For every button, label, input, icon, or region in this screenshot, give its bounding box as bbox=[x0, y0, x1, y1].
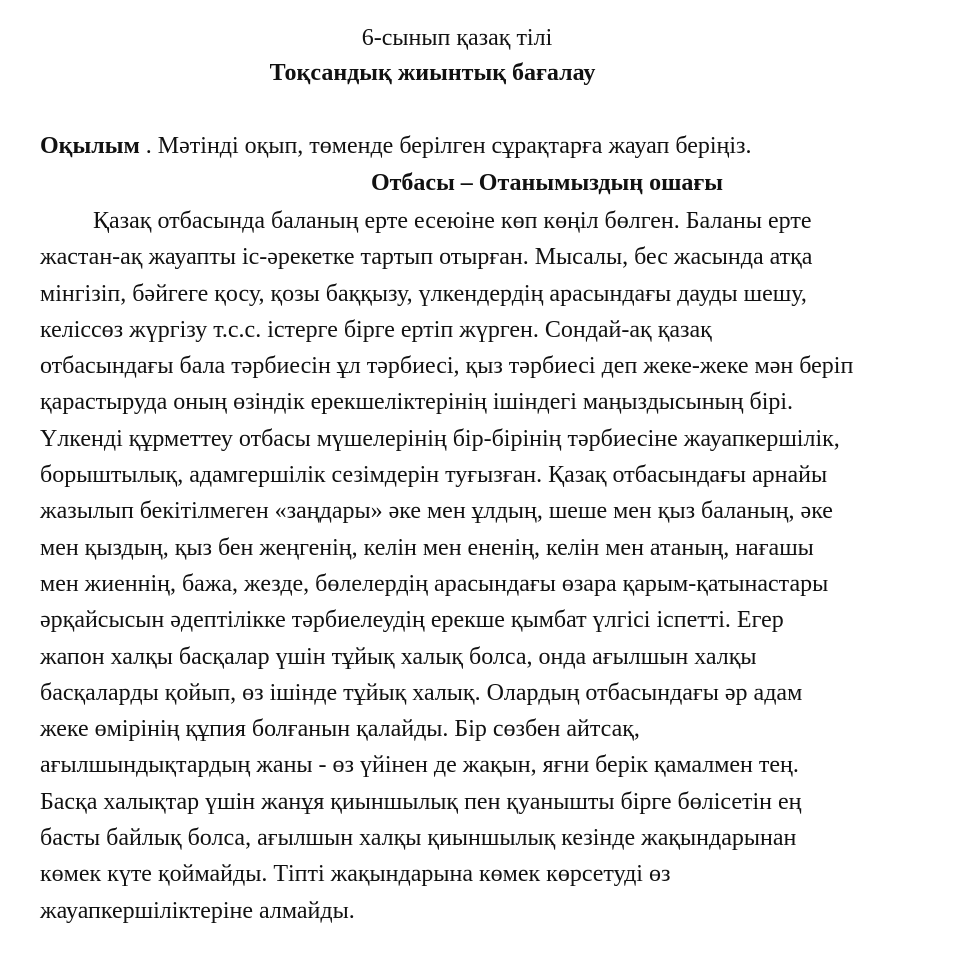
text-line: басқаларды қойып, өз ішінде тұйық халық. Олардың отбасындағы әр адам bbox=[40, 679, 803, 706]
text-line: Қазақ отбасында баланың ерте есеюіне көп көңіл бөлген. Баланы ерте bbox=[93, 208, 812, 234]
text-line: жеке өмірінің құпия болғанын қалайды. Бір сөзбен айтсақ, bbox=[40, 716, 640, 743]
text-line: әрқайсысын әдептілікке тәрбиелеудің ерекше қымбат үлгісі іспетті. Егер bbox=[40, 607, 784, 634]
task-label: Оқылым bbox=[40, 133, 140, 159]
text-line: басты байлық болса, ағылшын халқы қиыншылық кезінде жақындарынан bbox=[40, 825, 797, 852]
text-line: борыштылық, адамгершілік сезімдерін туғызған. Қазақ отбасындағы арнайы bbox=[40, 462, 828, 489]
grade-subject-heading: 6-сынып қазақ тілі bbox=[361, 25, 553, 51]
text-line: қарастыруда оның өзіндік ерекшеліктерінің ішіндегі маңыздысының бірі. bbox=[40, 389, 794, 416]
text-line: көмек күте қоймайды. Тіпті жақындарына көмек көрсетуді өз bbox=[40, 861, 671, 888]
text-line: Басқа халықтар үшін жанұя қиыншылық пен қуанышты бірге бөлісетін ең bbox=[40, 788, 802, 815]
reading-text-body bbox=[40, 203, 970, 929]
text-line: жастан-ақ жауапты іс-әрекетке тартып отырған. Мысалы, бес жасында атқа bbox=[40, 244, 813, 271]
reading-text-title: Отбасы – Отанымыздың ошағы bbox=[370, 170, 724, 196]
reading-task-instruction bbox=[40, 131, 752, 161]
text-line: мінгізіп, бәйгеге қосу, қозы баққызу, үлкендердің арасындағы дауды шешу, bbox=[40, 280, 807, 307]
text-line: келіссөз жүргізу т.с.с. істерге бірге ертіп жүрген. Сондай-ақ қазақ bbox=[40, 316, 712, 343]
text-line: мен қыздың, қыз бен жеңгенің, келін мен ененің, келін мен атаның, нағашы bbox=[40, 534, 814, 561]
task-instruction-text: . Мәтінді оқып, төменде берілген сұрақтарға жауап беріңіз. bbox=[139, 133, 752, 159]
text-line: жазылып бекітілмеген «заңдары» әке мен ұлдың, шеше мен қыз баланың, әке bbox=[40, 498, 833, 525]
text-line: ағылшындықтардың жаны - өз үйінен де жақын, яғни берік қамалмен тең. bbox=[40, 752, 799, 779]
text-line: жапон халқы басқалар үшін тұйық халық болса, онда ағылшын халқы bbox=[40, 643, 757, 670]
text-line: отбасындағы бала тәрбиесін ұл тәрбиесі, қыз тәрбиесі деп жеке-жеке мән беріп bbox=[40, 353, 854, 380]
text-line: жауапкершіліктеріне алмайды. bbox=[40, 897, 355, 924]
text-line: Үлкенді құрметтеу отбасы мүшелерінің бір-бірінің тәрбиесіне жауапкершілік, bbox=[40, 425, 840, 452]
text-line: мен жиеннің, бажа, жезде, бөлелердің арасындағы өзара қарым-қатынастары bbox=[40, 570, 829, 597]
assessment-title: Тоқсандық жиынтық бағалау bbox=[269, 60, 596, 86]
